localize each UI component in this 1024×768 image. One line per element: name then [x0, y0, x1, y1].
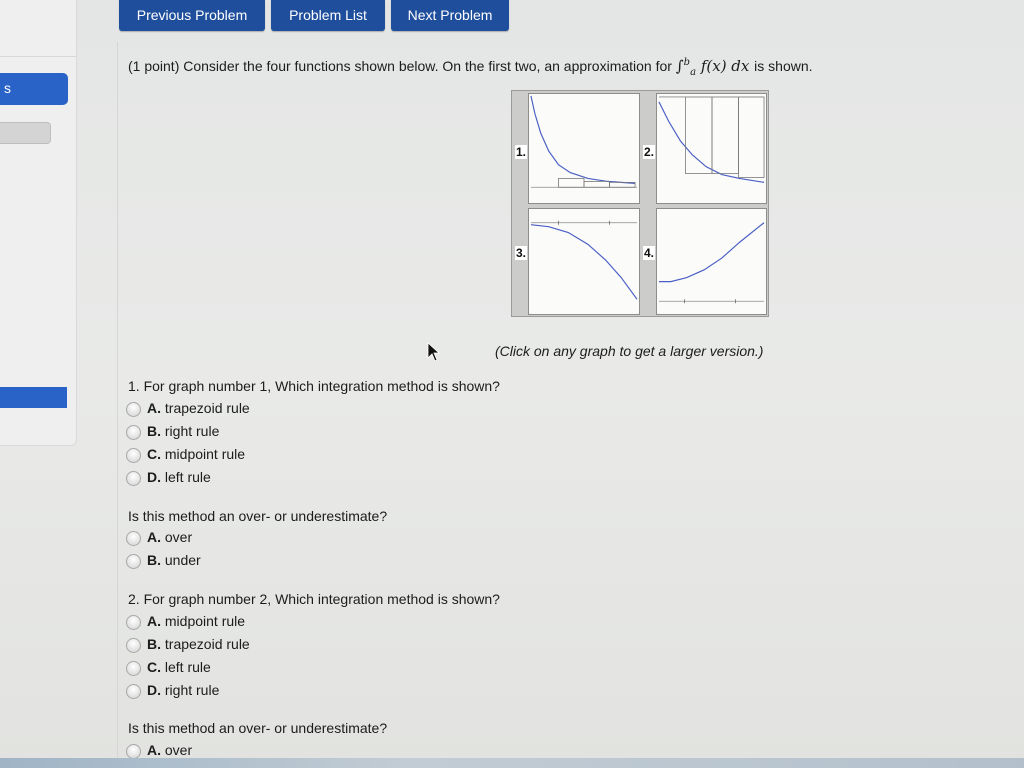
next-problem-button[interactable]: Next Problem	[391, 0, 509, 31]
option-letter: D.	[147, 682, 161, 698]
upper-limit: b	[683, 57, 691, 68]
graph-3-label: 3.	[516, 246, 527, 260]
question-1-text: 1. For graph number 1, Which integration method is shown?	[128, 378, 500, 394]
graph-1-plot	[529, 94, 639, 203]
graph-4-plot	[657, 209, 766, 314]
option-letter: B.	[147, 423, 161, 439]
graph-3-plot	[529, 209, 639, 314]
option-label: midpoint rule	[164, 613, 246, 629]
option-label: over	[164, 742, 193, 758]
option-letter: B.	[147, 552, 161, 568]
option-label: under	[164, 552, 201, 568]
option-letter: B.	[147, 636, 161, 652]
option-label: trapezoid rule	[164, 400, 250, 416]
option-letter: C.	[147, 659, 161, 675]
graph-enlarge-note: (Click on any graph to get a larger version.)	[495, 343, 764, 359]
sidebar-active-item[interactable]	[0, 73, 68, 105]
statement-text: (1 point) Consider the four functions shown below. On the first two, an approximation for	[128, 58, 672, 74]
option-label: right rule	[164, 423, 220, 439]
radio-button[interactable]	[126, 531, 141, 546]
radio-button[interactable]	[126, 425, 141, 440]
graph-1-label: 1.	[516, 145, 527, 159]
option-letter: A.	[147, 613, 161, 629]
lower-limit: a	[690, 67, 697, 78]
sidebar-active-label: s	[4, 80, 11, 96]
option-label: trapezoid rule	[164, 636, 250, 652]
option-label: over	[164, 529, 193, 545]
graphs-grid	[511, 90, 769, 317]
option-label: right rule	[164, 682, 220, 698]
option-letter: D.	[147, 469, 161, 485]
option-letter: A.	[147, 742, 161, 758]
problem-statement	[128, 57, 813, 78]
problem-content	[117, 42, 1024, 768]
radio-button[interactable]	[126, 448, 141, 463]
previous-problem-button[interactable]: Previous Problem	[119, 0, 265, 31]
option-label: left rule	[164, 659, 211, 675]
statement-text-end: is shown.	[754, 58, 813, 74]
sidebar-divider	[0, 56, 76, 57]
screen-bottom-edge	[0, 758, 1024, 768]
graph-2-plot	[657, 94, 766, 203]
mouse-pointer-icon	[427, 342, 441, 362]
option-label: left rule	[164, 469, 211, 485]
graph-4[interactable]	[644, 208, 767, 315]
radio-button[interactable]	[126, 744, 141, 759]
option-label: midpoint rule	[164, 446, 246, 462]
radio-button[interactable]	[126, 661, 141, 676]
radio-button[interactable]	[126, 638, 141, 653]
radio-button[interactable]	[126, 684, 141, 699]
question-2b-text: Is this method an over- or underestimate?	[128, 720, 388, 736]
graph-1[interactable]	[516, 93, 640, 204]
graph-3[interactable]	[516, 208, 640, 315]
integral-sign: ∫	[675, 57, 684, 75]
graph-4-label: 4.	[644, 246, 655, 260]
option-letter: C.	[147, 446, 161, 462]
radio-button[interactable]	[126, 402, 141, 417]
graph-2[interactable]	[644, 93, 767, 204]
problem-list-button[interactable]: Problem List	[271, 0, 385, 31]
integral-expression	[675, 57, 754, 78]
question-2-text: 2. For graph number 2, Which integration method is shown?	[128, 591, 500, 607]
sidebar-highlight-item[interactable]	[0, 387, 67, 408]
option-letter: A.	[147, 529, 161, 545]
graph-2-label: 2.	[644, 145, 655, 159]
question-1b-text: Is this method an over- or underestimate?	[128, 508, 388, 524]
radio-button[interactable]	[126, 615, 141, 630]
left-sidebar	[0, 0, 77, 446]
radio-button[interactable]	[126, 554, 141, 569]
sidebar-input[interactable]	[0, 122, 51, 144]
integrand: f(x) dx	[700, 57, 750, 75]
option-letter: A.	[147, 400, 161, 416]
radio-button[interactable]	[126, 471, 141, 486]
